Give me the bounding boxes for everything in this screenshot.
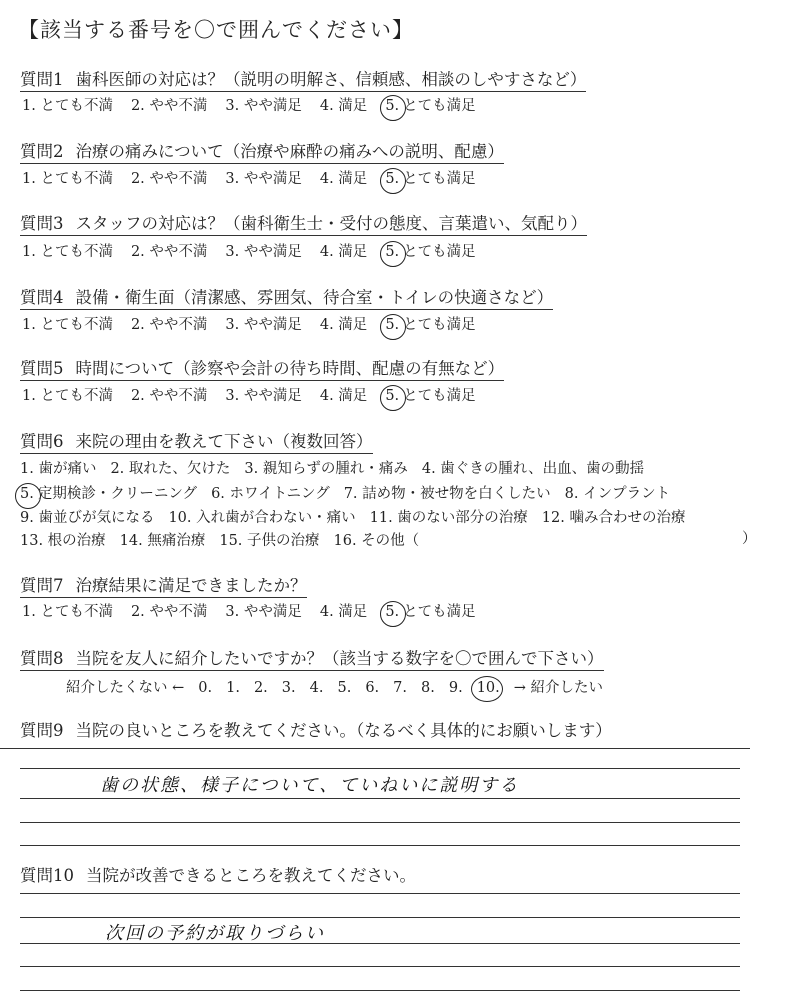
q1-option-4[interactable]: 4. 満足: [319, 98, 368, 114]
question-4-options: [22, 313, 494, 334]
q8-option-8[interactable]: 8.: [421, 680, 435, 696]
question-9-number: 質問9: [20, 721, 64, 740]
q8-right-label: → 紹介したい: [513, 680, 604, 696]
q8-option-1[interactable]: 1.: [226, 680, 240, 696]
q5-option-5-circled[interactable]: 5.: [385, 388, 400, 404]
q6-option-5-circled[interactable]: 5.: [20, 486, 34, 502]
question-5-text: 時間について（診察や会計の待ち時間、配慮の有無など）: [75, 359, 505, 378]
q5-option-3[interactable]: 3. やや満足: [225, 388, 302, 404]
q7-option-2[interactable]: 2. やや不満: [130, 604, 208, 620]
q4-option-3[interactable]: 3. やや満足: [225, 317, 302, 333]
q5-option-2[interactable]: 2. やや不満: [130, 388, 208, 404]
question-5-options: [22, 384, 494, 405]
question-10-text: 当院が改善できるところを教えてください。: [86, 866, 416, 885]
q2-option-5-label: とても満足: [403, 171, 476, 187]
question-10-title: [20, 862, 416, 886]
q3-option-3[interactable]: 3. やや満足: [225, 244, 302, 260]
q9-answer-line-1: [0, 748, 750, 749]
q5-option-5-label: とても満足: [403, 388, 476, 404]
q8-option-10-circled[interactable]: 10.: [476, 680, 500, 696]
q6-option-1[interactable]: 1. 歯が痛い: [20, 461, 97, 477]
question-4-text: 設備・衛生面（清潔感、雰囲気、待合室・トイレの快適さなど）: [75, 288, 554, 307]
question-7-title: [20, 572, 307, 598]
q6-option-5-label: 定期検診・クリーニング: [37, 486, 198, 502]
question-8-title: [20, 645, 604, 671]
q6-option-15[interactable]: 15. 子供の治療: [219, 533, 320, 549]
q6-option-6[interactable]: 6. ホワイトニング: [211, 486, 330, 502]
question-6-text: 来院の理由を教えて下さい（複数回答）: [75, 432, 373, 451]
question-9-text: 当院の良いところを教えてください。（なるべく具体的にお願いします）: [75, 721, 612, 740]
q9-answer-line-5: [20, 845, 740, 846]
q3-option-2[interactable]: 2. やや不満: [130, 244, 208, 260]
q8-option-7[interactable]: 7.: [393, 680, 408, 696]
q2-option-1[interactable]: 1. とても不満: [22, 171, 113, 187]
q8-left-label: 紹介したくない ←: [66, 680, 185, 696]
question-1-options: [22, 94, 494, 115]
q2-option-2[interactable]: 2. やや不満: [130, 171, 208, 187]
question-5-title: [20, 355, 504, 381]
question-3-options: [22, 240, 494, 261]
q6-option-16[interactable]: 16. その他（: [333, 533, 420, 549]
question-7-number: 質問7: [20, 576, 64, 595]
q7-option-1[interactable]: 1. とても不満: [22, 604, 113, 620]
q3-option-1[interactable]: 1. とても不満: [22, 244, 113, 260]
q5-option-4[interactable]: 4. 満足: [319, 388, 368, 404]
q1-option-1[interactable]: 1. とても不満: [22, 98, 113, 114]
q6-option-2[interactable]: 2. 取れた、欠けた: [110, 461, 231, 477]
q4-option-1[interactable]: 1. とても不満: [22, 317, 113, 333]
q4-option-5-label: とても満足: [403, 317, 476, 333]
q8-option-2[interactable]: 2.: [253, 680, 268, 696]
question-10-number: 質問10: [20, 866, 74, 885]
question-1-title: [20, 66, 586, 92]
question-7-text: 治療結果に満足できましたか？: [75, 576, 307, 595]
q9-answer-line-3: [20, 798, 740, 799]
q6-line-1: [20, 457, 658, 478]
q2-option-5-circled[interactable]: 5.: [385, 171, 400, 187]
q8-option-4[interactable]: 4.: [309, 680, 324, 696]
question-6-title: [20, 428, 373, 454]
q10-answer-line-3: [20, 943, 740, 944]
q2-option-3[interactable]: 3. やや満足: [225, 171, 302, 187]
q4-option-5-circled[interactable]: 5.: [385, 317, 400, 333]
q4-option-4[interactable]: 4. 満足: [319, 317, 368, 333]
q8-option-3[interactable]: 3.: [281, 680, 296, 696]
q1-option-2[interactable]: 2. やや不満: [130, 98, 208, 114]
q10-answer-line-5: [20, 990, 740, 991]
q6-option-8[interactable]: 8. インプラント: [564, 486, 671, 502]
q9-answer-line-4: [20, 822, 740, 823]
q9-handwritten-answer: 歯の状態、様子について、ていねいに説明する: [100, 775, 520, 796]
q5-option-1[interactable]: 1. とても不満: [22, 388, 113, 404]
q6-option-7[interactable]: 7. 詰め物・被せ物を白くしたい: [343, 486, 551, 502]
q8-option-0[interactable]: 0.: [198, 680, 213, 696]
q6-line-3: [20, 506, 699, 527]
form-header: 【該当する番号を〇で囲んでください】: [18, 18, 414, 42]
q7-option-5-circled[interactable]: 5.: [385, 604, 400, 620]
q4-option-2[interactable]: 2. やや不満: [130, 317, 208, 333]
q6-option-13[interactable]: 13. 根の治療: [20, 533, 106, 549]
q6-other-close-paren: ）: [742, 531, 757, 547]
q3-option-4[interactable]: 4. 満足: [319, 244, 368, 260]
question-4-title: [20, 284, 553, 310]
q8-scale: [66, 676, 617, 697]
question-2-text: 治療の痛みについて（治療や麻酔の痛みへの説明、配慮）: [75, 142, 504, 161]
q10-answer-line-4: [20, 966, 740, 967]
q6-line-4: [20, 529, 433, 550]
q6-option-14[interactable]: 14. 無痛治療: [119, 533, 206, 549]
q1-option-5-circled[interactable]: 5.: [385, 98, 400, 114]
question-1-text: 歯科医師の対応は？（説明の明解さ、信頼感、相談のしやすさなど）: [75, 70, 587, 89]
q1-option-5-label: とても満足: [403, 98, 476, 114]
q8-option-6[interactable]: 6.: [365, 680, 380, 696]
q10-answer-line-2: [20, 917, 740, 918]
question-1-number: 質問1: [20, 70, 64, 89]
question-8-text: 当院を友人に紹介したいですか？（該当する数字を〇で囲んで下さい）: [75, 649, 604, 668]
question-3-title: [20, 210, 587, 236]
q6-option-11[interactable]: 11. 歯のない部分の治療: [369, 510, 528, 526]
q8-option-9[interactable]: 9.: [448, 680, 463, 696]
q10-handwritten-answer: 次回の予約が取りづらい: [105, 923, 325, 944]
q6-option-4[interactable]: 4. 歯ぐきの腫れ、出血、歯の動揺: [421, 461, 645, 477]
question-8-number: 質問8: [20, 649, 64, 668]
q6-option-9[interactable]: 9. 歯並びが気になる: [20, 510, 155, 526]
q6-option-3[interactable]: 3. 親知らずの腫れ・痛み: [244, 461, 408, 477]
question-9-title: [20, 717, 612, 741]
q6-option-12[interactable]: 12. 噛み合わせの治療: [541, 510, 686, 526]
question-2-number: 質問2: [20, 142, 64, 161]
question-3-text: スタッフの対応は？（歯科衛生士・受付の態度、言葉遣い、気配り）: [75, 214, 587, 233]
q9-answer-line-2: [20, 768, 740, 769]
question-4-number: 質問4: [20, 288, 64, 307]
question-7-options: [22, 600, 494, 621]
q7-option-4[interactable]: 4. 満足: [319, 604, 368, 620]
q7-option-5-label: とても満足: [403, 604, 476, 620]
q2-option-4[interactable]: 4. 満足: [319, 171, 368, 187]
q10-answer-line-1: [20, 893, 740, 894]
q1-option-3[interactable]: 3. やや満足: [225, 98, 302, 114]
question-2-options: [22, 167, 494, 188]
question-3-number: 質問3: [20, 214, 64, 233]
question-5-number: 質問5: [20, 359, 64, 378]
q7-option-3[interactable]: 3. やや満足: [225, 604, 302, 620]
q3-option-5-circled[interactable]: 5.: [385, 244, 400, 260]
q6-option-10[interactable]: 10. 入れ歯が合わない・痛い: [168, 510, 356, 526]
q8-option-5[interactable]: 5.: [337, 680, 352, 696]
question-2-title: [20, 138, 504, 164]
q6-line-2: [20, 482, 684, 503]
q3-option-5-label: とても満足: [403, 244, 476, 260]
question-6-number: 質問6: [20, 432, 64, 451]
